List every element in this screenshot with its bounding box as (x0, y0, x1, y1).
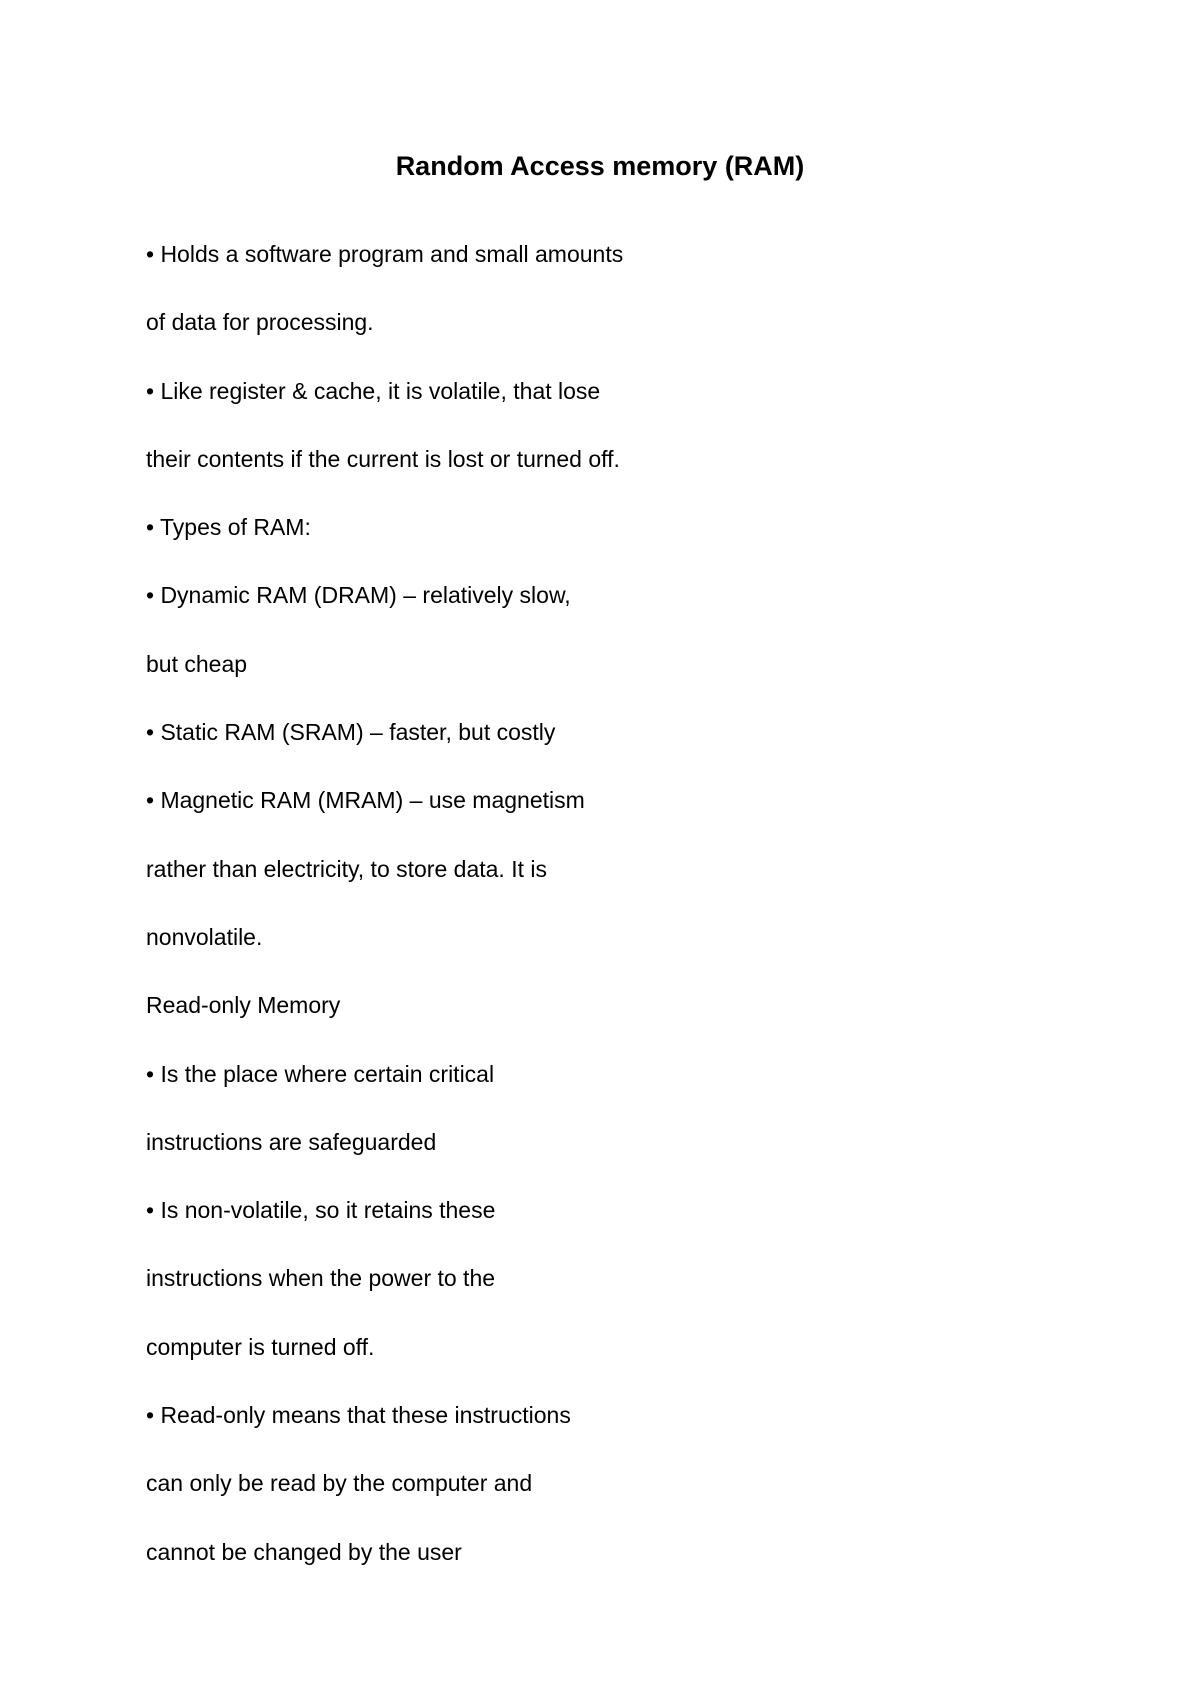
text-line: • Is non-volatile, so it retains these (146, 1197, 496, 1224)
text-line: of data for processing. (146, 309, 374, 336)
text-line: • Dynamic RAM (DRAM) – relatively slow, (146, 582, 571, 609)
text-line: • Read-only means that these instructions (146, 1402, 571, 1429)
text-line: their contents if the current is lost or turned off. (146, 445, 620, 472)
text-line: computer is turned off. (146, 1333, 375, 1360)
text-line: instructions when the power to the (146, 1265, 496, 1292)
text-line: • Types of RAM: (146, 514, 311, 541)
text-line: cannot be changed by the user (146, 1538, 462, 1565)
text-line: • Holds a software program and small amounts (146, 241, 624, 267)
text-line: • Like register & cache, it is volatile, that lose (146, 377, 601, 404)
section-heading: Read-only Memory (146, 992, 341, 1019)
text-line: nonvolatile. (146, 923, 263, 950)
text-line: can only be read by the computer and (146, 1470, 533, 1497)
document-title: Random Access memory (RAM) (395, 151, 805, 181)
text-line: • Static RAM (SRAM) – faster, but costly (146, 719, 556, 746)
text-line: instructions are safeguarded (146, 1128, 437, 1155)
text-line: • Is the place where certain critical (146, 1060, 495, 1087)
text-line: rather than electricity, to store data. It is (146, 855, 547, 882)
text-line: • Magnetic RAM (MRAM) – use magnetism (146, 787, 585, 814)
text-line: but cheap (146, 650, 248, 677)
document-body (146, 220, 1106, 1586)
